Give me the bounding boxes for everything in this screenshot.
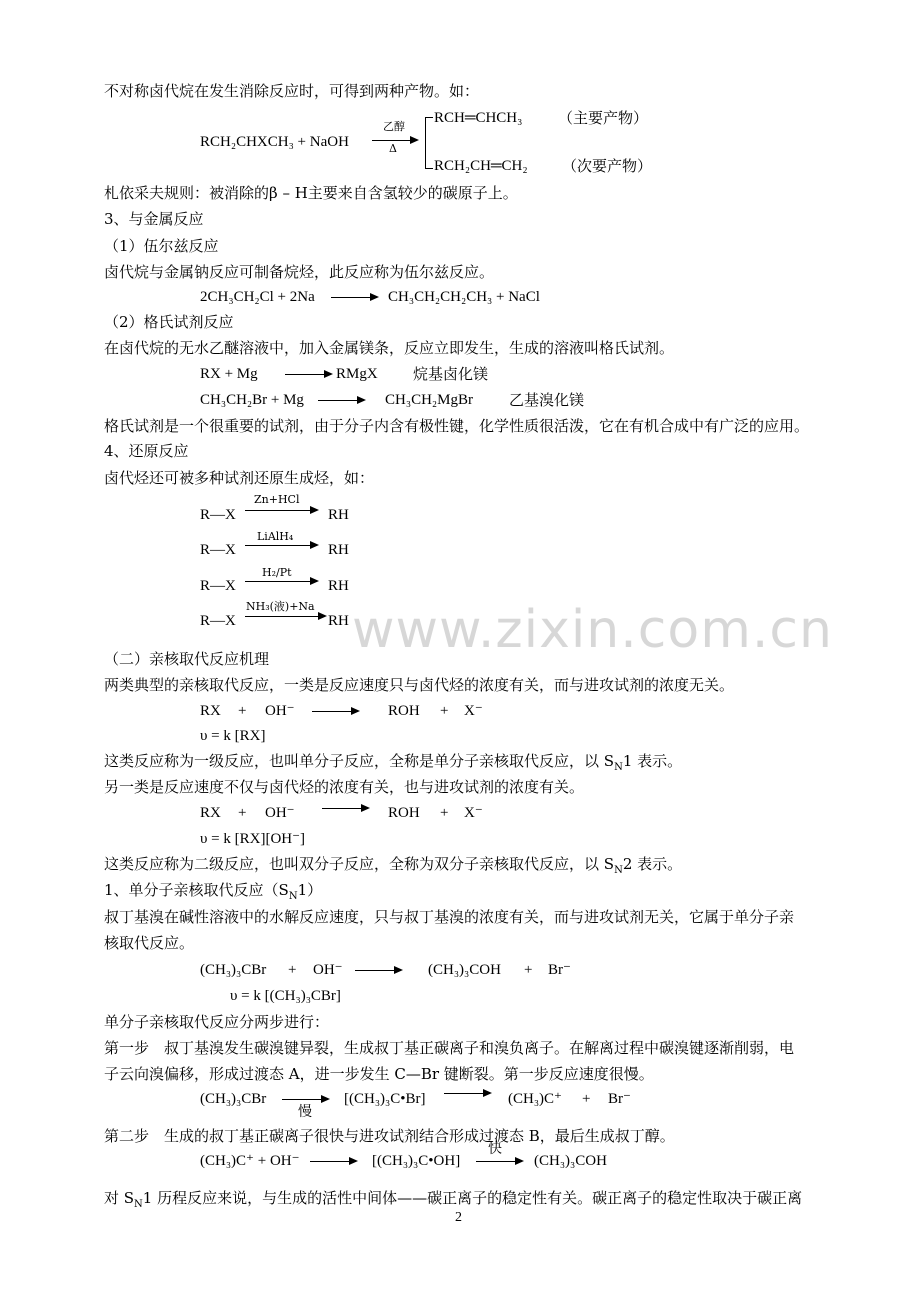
eq-reactant: (CH₃)₃CBr bbox=[200, 962, 267, 978]
eq-product: (CH₃)₃COH bbox=[428, 962, 501, 978]
grignard-right: RMgX bbox=[336, 366, 378, 382]
grignard2-name: 乙基溴化镁 bbox=[509, 391, 585, 409]
subsection-heading: （1）伍尔兹反应 bbox=[104, 237, 219, 255]
reduction-right: RH bbox=[328, 542, 349, 558]
eq-reactant: (CH₃)₃CBr bbox=[200, 1091, 267, 1107]
reaction-arrow bbox=[245, 510, 317, 511]
section-heading: 4、还原反应 bbox=[104, 442, 189, 460]
paragraph-text: 格氏试剂是一个很重要的试剂，由于分子内含有极性键，化学性质很活泼，它在有机合成中有广泛的应用。 bbox=[104, 417, 810, 435]
eq-plus: + bbox=[524, 962, 533, 978]
eq-reactant: RX bbox=[200, 703, 221, 719]
eq-reactant: (CH₃)C⁺ + OH⁻ bbox=[200, 1153, 300, 1169]
reaction-arrow bbox=[372, 140, 417, 141]
reaction-arrow bbox=[355, 970, 401, 971]
reaction-arrow bbox=[476, 1161, 522, 1162]
elim-product-major: RCH═CHCH₃ bbox=[434, 110, 523, 126]
watermark: www.zixin.com.cn bbox=[352, 600, 833, 660]
eq-product-ion: X⁻ bbox=[464, 805, 483, 821]
reduction-left: R—X bbox=[200, 613, 236, 629]
paragraph-text: 第一步 叔丁基溴发生碳溴键异裂，生成叔丁基正碳离子和溴负离子。在解离过程中碳溴键逐渐削弱，电 bbox=[104, 1039, 795, 1057]
reaction-arrow bbox=[245, 545, 317, 546]
reduction-condition: Zn+HCl bbox=[254, 493, 300, 506]
section-heading: 1、单分子亲核取代反应$(S_N1)$ bbox=[104, 881, 323, 902]
eq-plus: + bbox=[440, 703, 449, 719]
reduction-condition: H₂/Pt bbox=[262, 566, 292, 579]
eq-reactant: RX bbox=[200, 805, 221, 821]
step1-condition: 慢 bbox=[298, 1104, 312, 1120]
reaction-arrow bbox=[285, 374, 331, 375]
wurtz-left: 2CH₃CH₂Cl + 2Na bbox=[200, 289, 315, 305]
transition-state-b: [(CH₃)₃C•OH] bbox=[372, 1153, 461, 1169]
grignard2-left: CH₃CH₂Br + Mg bbox=[200, 392, 304, 408]
reaction-arrow bbox=[322, 808, 368, 809]
grignard-left: RX + Mg bbox=[200, 366, 258, 382]
eq-product: (CH₃)₃COH bbox=[534, 1153, 607, 1169]
eq-plus: + bbox=[288, 962, 297, 978]
paragraph-text: 核取代反应。 bbox=[104, 934, 195, 952]
paragraph-text: 不对称卤代烷在发生消除反应时，可得到两种产物。如： bbox=[104, 82, 480, 100]
eq-plus: + bbox=[582, 1091, 591, 1107]
eq-plus: + bbox=[440, 805, 449, 821]
page-number: 2 bbox=[455, 1210, 462, 1225]
paragraph-text: 札依采夫规则：被消除的β – H主要来自含氢较少的碳原子上。 bbox=[104, 184, 518, 202]
reaction-arrow bbox=[318, 400, 364, 401]
reduction-left: R—X bbox=[200, 507, 236, 523]
paragraph-text: 这类反应称为一级反应，也叫单分子反应，全称是单分子亲核取代反应，以 $S_N1$ 表示。 bbox=[104, 752, 683, 773]
reduction-right: RH bbox=[328, 613, 349, 629]
reaction-arrow bbox=[282, 1099, 328, 1100]
eq-product-ion: Br⁻ bbox=[608, 1091, 631, 1107]
elim-product-minor: RCH₂CH═CH₂ bbox=[434, 158, 528, 174]
product-brace bbox=[425, 118, 426, 168]
rate-equation: υ = k [(CH₃)₃CBr] bbox=[230, 988, 341, 1004]
step2-condition: 快 bbox=[488, 1141, 502, 1157]
rate-equation: υ = k [RX] bbox=[200, 728, 266, 744]
eq-product: ROH bbox=[388, 703, 420, 719]
eq-product: ROH bbox=[388, 805, 420, 821]
reaction-arrow bbox=[312, 711, 358, 712]
transition-state-a: [(CH₃)₃C•Br] bbox=[344, 1091, 426, 1107]
reaction-arrow bbox=[245, 616, 325, 617]
reduction-left: R—X bbox=[200, 578, 236, 594]
reaction-arrow bbox=[444, 1093, 490, 1094]
reduction-condition: LiAlH₄ bbox=[257, 530, 294, 543]
rate-equation: υ = k [RX][OH⁻] bbox=[200, 831, 306, 847]
elim-product-major-note: （主要产物） bbox=[558, 109, 649, 127]
eq-plus: + bbox=[238, 805, 247, 821]
paragraph-text: 另一类是反应速度不仅与卤代烃的浓度有关，也与进攻试剂的浓度有关。 bbox=[104, 778, 585, 796]
reaction-arrow bbox=[245, 581, 317, 582]
paragraph-text: 对 $S_N1$ 历程反应来说，与生成的活性中间体——碳正离子的稳定性有关。碳正离子的稳定性取决于碳正离 bbox=[104, 1189, 803, 1210]
reduction-condition: NH₃(液)+Na bbox=[246, 600, 315, 613]
eq-product-ion: Br⁻ bbox=[548, 962, 571, 978]
reduction-right: RH bbox=[328, 507, 349, 523]
paragraph-text: 卤代烃还可被多种试剂还原生成烃，如： bbox=[104, 469, 375, 487]
elim-reactant: RCH₂CHXCH₃ + NaOH bbox=[200, 134, 349, 150]
reaction-arrow bbox=[331, 297, 377, 298]
eq-plus: + bbox=[238, 703, 247, 719]
reduction-left: R—X bbox=[200, 542, 236, 558]
elim-condition-top: 乙醇 bbox=[383, 120, 405, 133]
paragraph-text: 在卤代烷的无水乙醚溶液中，加入金属镁条，反应立即发生，生成的溶液叫格氏试剂。 bbox=[104, 339, 675, 357]
reaction-arrow bbox=[310, 1161, 356, 1162]
section-heading: 3、与金属反应 bbox=[104, 210, 204, 228]
paragraph-text: 第二步 生成的叔丁基正碳离子很快与进攻试剂结合形成过渡态 B，最后生成叔丁醇。 bbox=[104, 1127, 675, 1145]
section-heading: （二）亲核取代反应机理 bbox=[104, 650, 270, 668]
paragraph-text: 单分子亲核取代反应分两步进行： bbox=[104, 1013, 330, 1031]
grignard2-right: CH₃CH₂MgBr bbox=[385, 392, 473, 408]
paragraph-text: 两类典型的亲核取代反应，一类是反应速度只与卤代烃的浓度有关，而与进攻试剂的浓度无关。 bbox=[104, 676, 735, 694]
eq-reagent: OH⁻ bbox=[265, 703, 295, 719]
elim-condition-bottom: Δ bbox=[389, 142, 397, 155]
paragraph-text: 叔丁基溴在碱性溶液中的水解反应速度，只与叔丁基溴的浓度有关，而与进攻试剂无关，它属于单分子亲 bbox=[104, 908, 795, 926]
elim-product-minor-note: （次要产物） bbox=[562, 157, 653, 175]
paragraph-text: 这类反应称为二级反应，也叫双分子反应，全称为双分子亲核取代反应，以 $S_N2$ 表示。 bbox=[104, 855, 683, 876]
eq-reagent: OH⁻ bbox=[313, 962, 343, 978]
subsection-heading: （2）格氏试剂反应 bbox=[104, 313, 234, 331]
eq-product-ion: X⁻ bbox=[464, 703, 483, 719]
eq-product: (CH₃)C⁺ bbox=[508, 1091, 562, 1107]
paragraph-text: 卤代烷与金属钠反应可制备烷烃，此反应称为伍尔兹反应。 bbox=[104, 263, 495, 281]
reduction-right: RH bbox=[328, 578, 349, 594]
wurtz-right: CH₃CH₂CH₂CH₃ + NaCl bbox=[388, 289, 540, 305]
eq-reagent: OH⁻ bbox=[265, 805, 295, 821]
paragraph-text: 子云向溴偏移，形成过渡态 A，进一步发生 C—Br 键断裂。第一步反应速度很慢。 bbox=[104, 1065, 654, 1083]
grignard-name: 烷基卤化镁 bbox=[413, 365, 489, 383]
